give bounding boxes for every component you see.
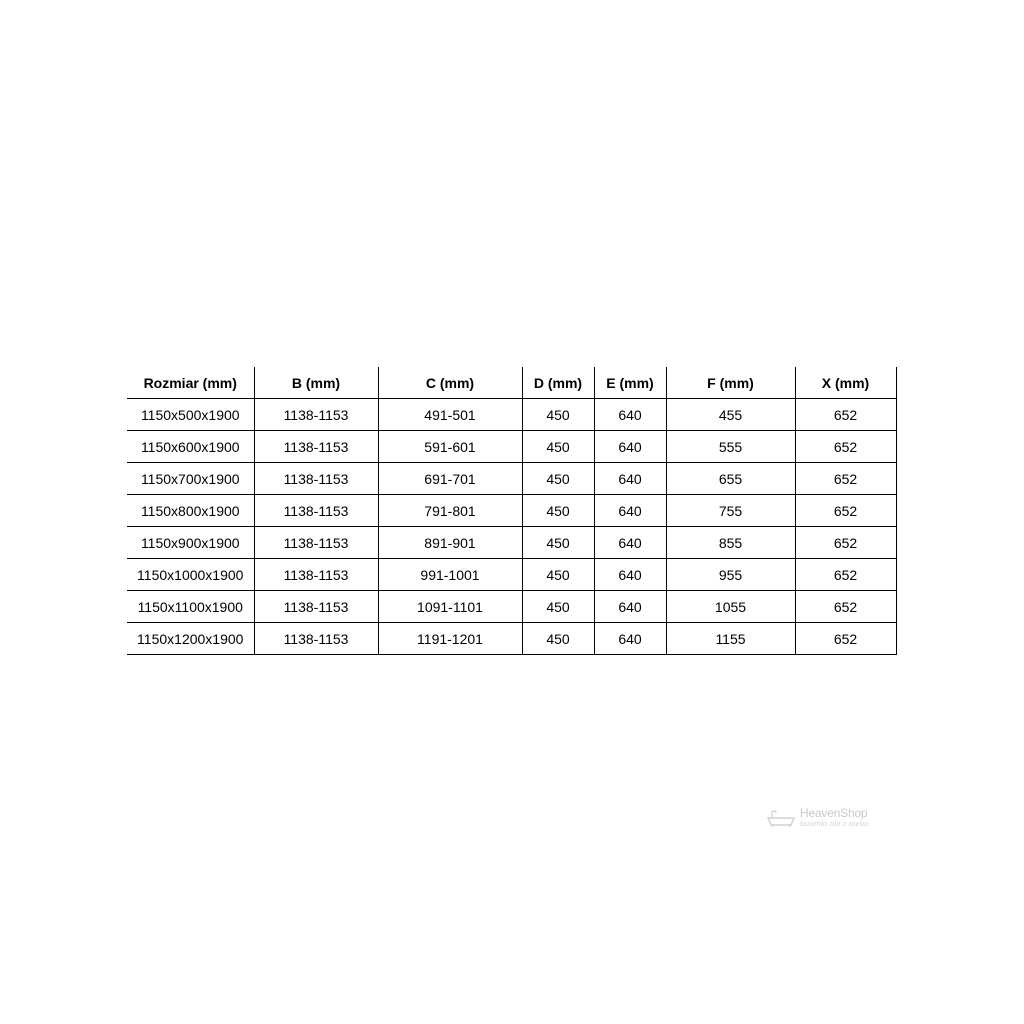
cell-e: 640 — [594, 559, 666, 591]
cell-x: 652 — [795, 399, 896, 431]
cell-b: 1138-1153 — [254, 431, 378, 463]
cell-f: 755 — [666, 495, 795, 527]
cell-b: 1138-1153 — [254, 399, 378, 431]
cell-size: 1150x1200x1900 — [127, 623, 254, 655]
cell-d: 450 — [522, 399, 594, 431]
table-row — [127, 527, 896, 559]
cell-e: 640 — [594, 399, 666, 431]
cell-size: 1150x600x1900 — [127, 431, 254, 463]
cell-c: 491-501 — [378, 399, 522, 431]
cell-b: 1138-1153 — [254, 527, 378, 559]
table-row — [127, 495, 896, 527]
dimensions-table — [127, 367, 897, 655]
cell-size: 1150x500x1900 — [127, 399, 254, 431]
column-header-size: Rozmiar (mm) — [127, 367, 254, 399]
cell-c: 1091-1101 — [378, 591, 522, 623]
cell-e: 640 — [594, 431, 666, 463]
cell-e: 640 — [594, 495, 666, 527]
cell-f: 455 — [666, 399, 795, 431]
cell-x: 652 — [795, 623, 896, 655]
cell-d: 450 — [522, 431, 594, 463]
cell-f: 855 — [666, 527, 795, 559]
cell-e: 640 — [594, 591, 666, 623]
cell-d: 450 — [522, 463, 594, 495]
cell-b: 1138-1153 — [254, 559, 378, 591]
cell-x: 652 — [795, 431, 896, 463]
cell-size: 1150x800x1900 — [127, 495, 254, 527]
cell-size: 1150x1000x1900 — [127, 559, 254, 591]
bathtub-icon — [766, 810, 796, 833]
column-header-f: F (mm) — [666, 367, 795, 399]
cell-c: 1191-1201 — [378, 623, 522, 655]
cell-x: 652 — [795, 591, 896, 623]
cell-size: 1150x1100x1900 — [127, 591, 254, 623]
column-header-e: E (mm) — [594, 367, 666, 399]
cell-f: 955 — [666, 559, 795, 591]
watermark-brand: HeavenShop — [800, 806, 868, 820]
cell-b: 1138-1153 — [254, 495, 378, 527]
cell-c: 791-801 — [378, 495, 522, 527]
cell-f: 555 — [666, 431, 795, 463]
cell-d: 450 — [522, 591, 594, 623]
heavenshop-watermark — [766, 806, 876, 832]
cell-c: 691-701 — [378, 463, 522, 495]
header-row — [127, 367, 896, 399]
cell-c: 591-601 — [378, 431, 522, 463]
table-row — [127, 591, 896, 623]
column-header-x: X (mm) — [795, 367, 896, 399]
table-row — [127, 463, 896, 495]
cell-size: 1150x700x1900 — [127, 463, 254, 495]
table-row — [127, 431, 896, 463]
cell-x: 652 — [795, 527, 896, 559]
column-header-b: B (mm) — [254, 367, 378, 399]
cell-c: 991-1001 — [378, 559, 522, 591]
table-row — [127, 559, 896, 591]
cell-b: 1138-1153 — [254, 623, 378, 655]
table-row — [127, 623, 896, 655]
cell-size: 1150x900x1900 — [127, 527, 254, 559]
cell-x: 652 — [795, 559, 896, 591]
cell-x: 652 — [795, 495, 896, 527]
cell-f: 655 — [666, 463, 795, 495]
cell-c: 891-901 — [378, 527, 522, 559]
cell-d: 450 — [522, 527, 594, 559]
cell-d: 450 — [522, 495, 594, 527]
watermark-tagline: łazienki nie z nieba — [800, 820, 869, 828]
cell-b: 1138-1153 — [254, 591, 378, 623]
cell-e: 640 — [594, 623, 666, 655]
cell-e: 640 — [594, 463, 666, 495]
cell-d: 450 — [522, 623, 594, 655]
column-header-d: D (mm) — [522, 367, 594, 399]
cell-d: 450 — [522, 559, 594, 591]
cell-f: 1155 — [666, 623, 795, 655]
cell-x: 652 — [795, 463, 896, 495]
table-row — [127, 399, 896, 431]
table-body — [127, 399, 896, 655]
cell-e: 640 — [594, 527, 666, 559]
cell-b: 1138-1153 — [254, 463, 378, 495]
column-header-c: C (mm) — [378, 367, 522, 399]
cell-f: 1055 — [666, 591, 795, 623]
